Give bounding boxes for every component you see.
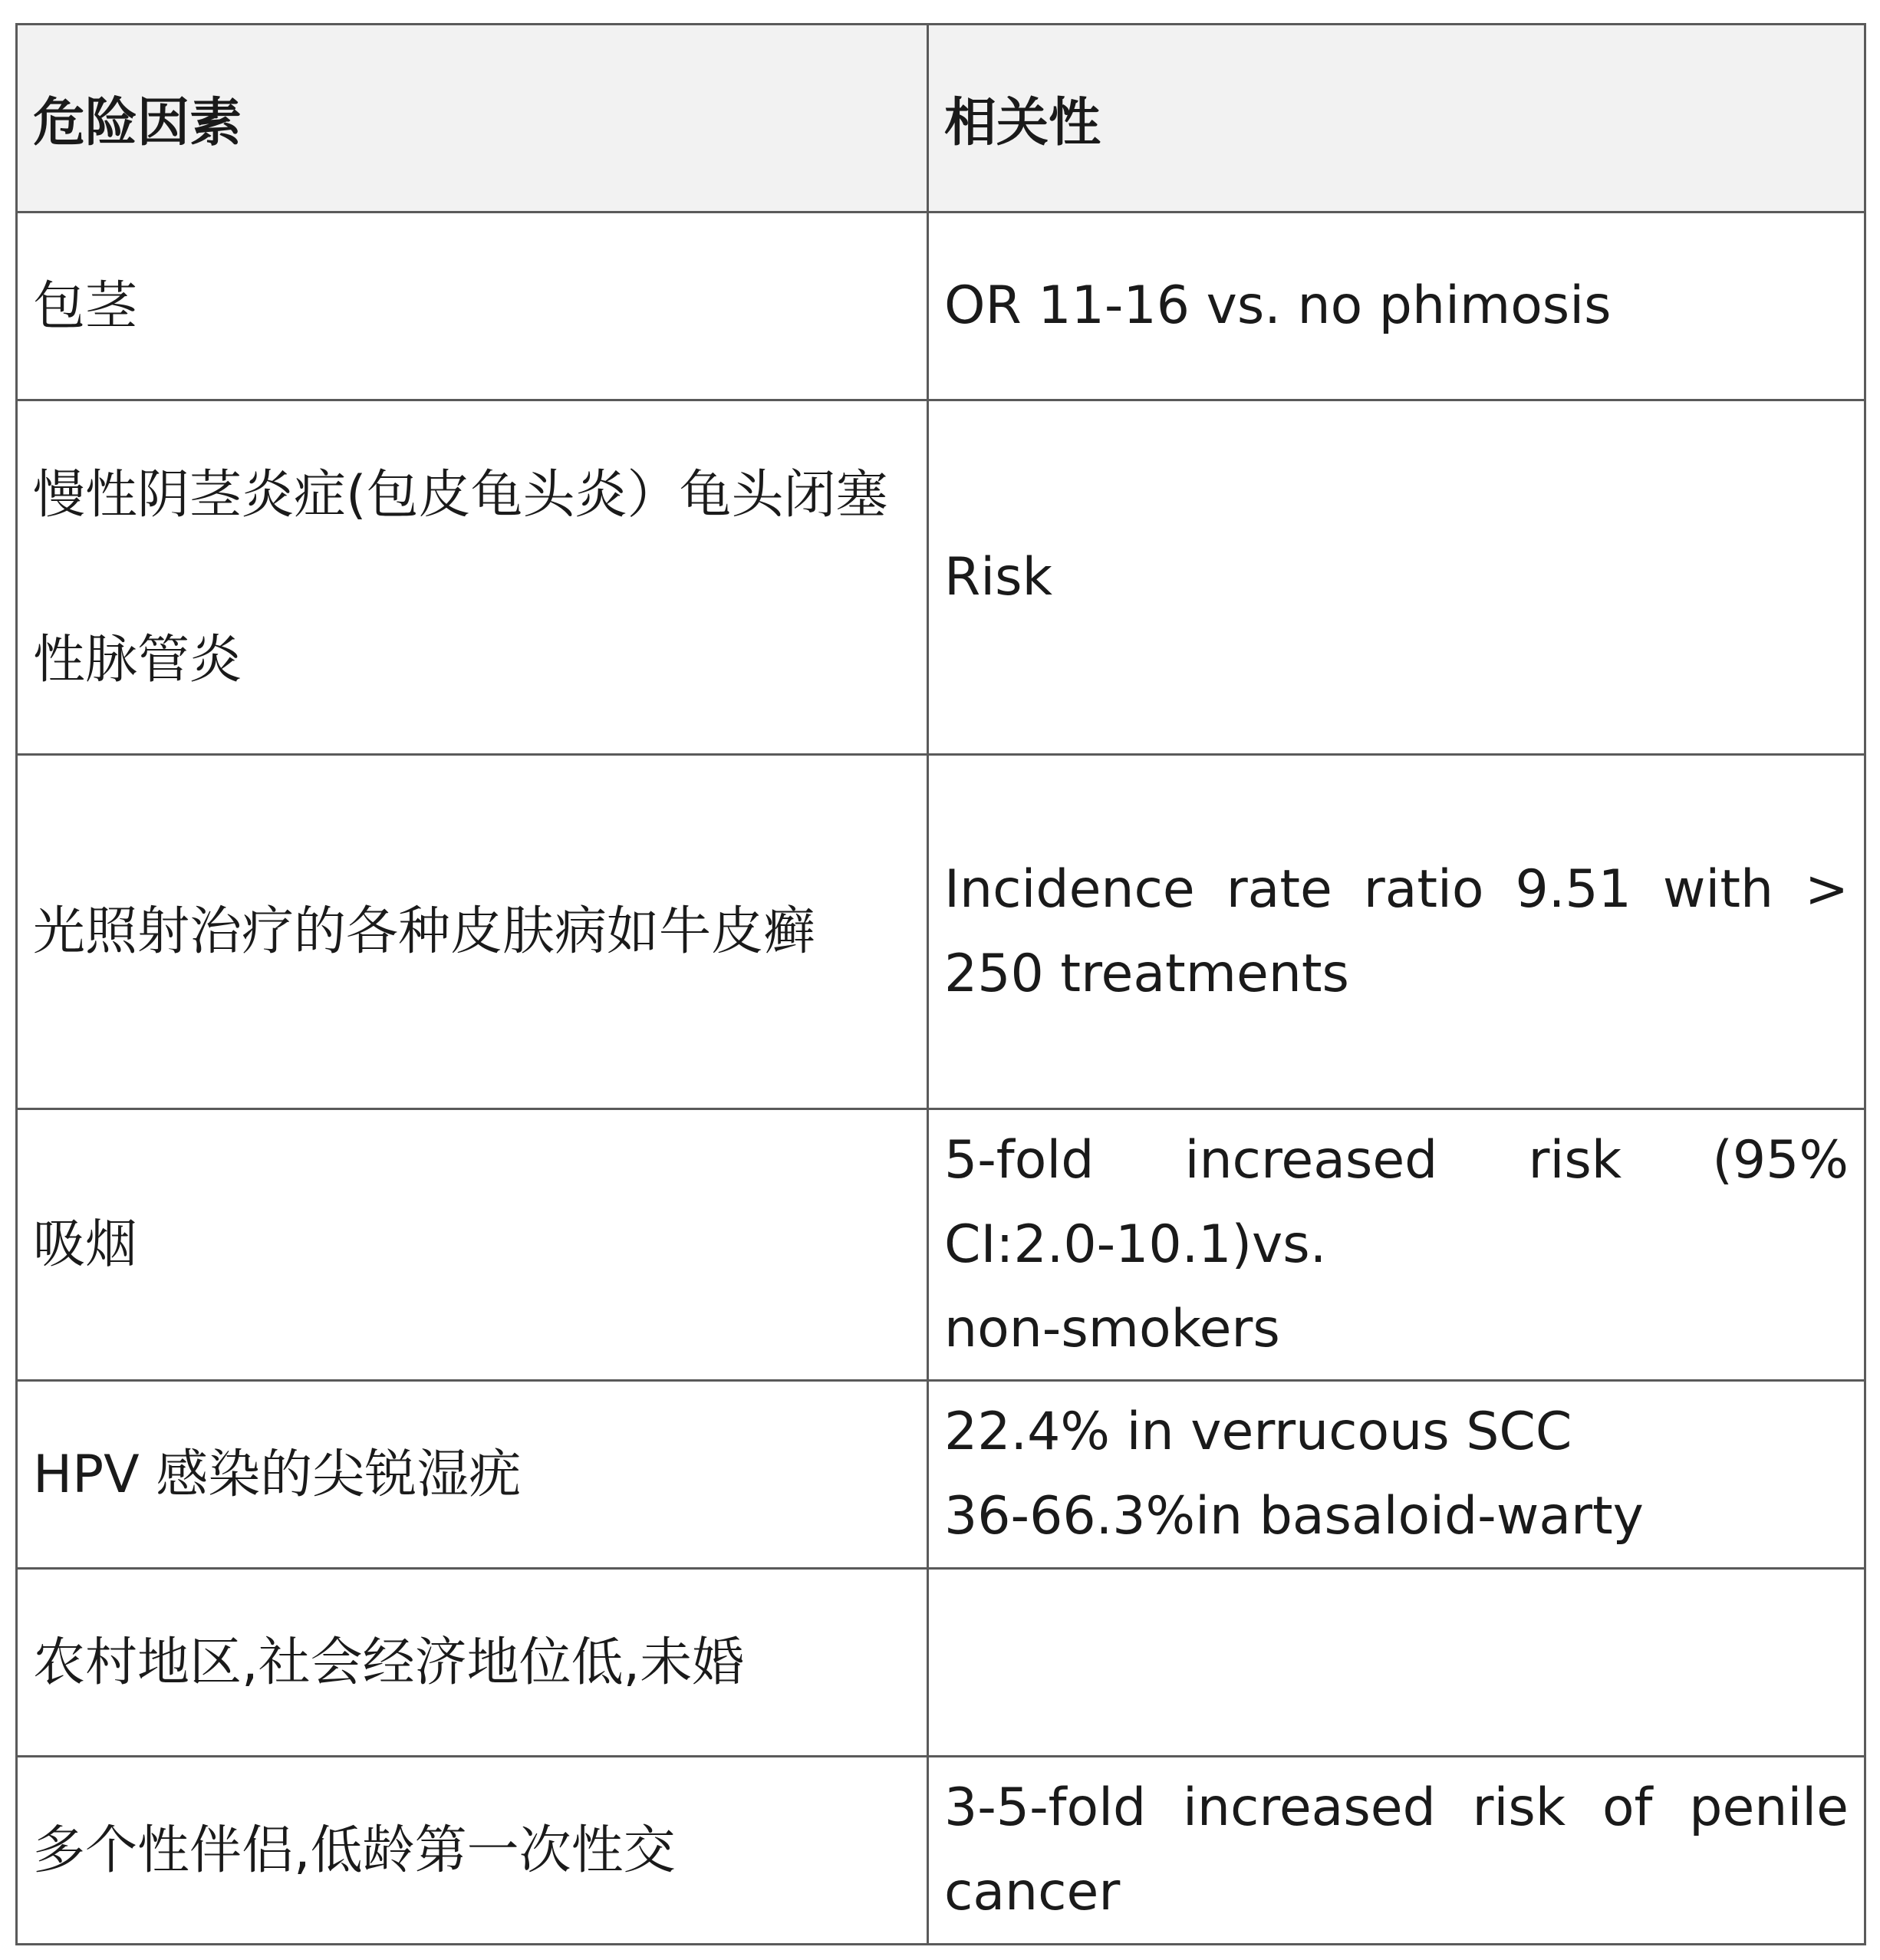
factor-cell: 光照射治疗的各种皮肤病如牛皮癣	[17, 755, 928, 1109]
relevance-cell: Risk	[928, 400, 1865, 755]
table-row	[17, 1757, 1865, 1945]
relevance-cell	[928, 1569, 1865, 1757]
factor-cell: 包茎	[17, 212, 928, 400]
relevance-cell: OR 11-16 vs. no phimosis	[928, 212, 1865, 400]
factor-cell: 农村地区,社会经济地位低,未婚	[17, 1569, 928, 1757]
risk-factor-table	[15, 23, 1866, 1945]
relevance-line: 22.4% in verrucous SCC	[944, 1402, 1572, 1462]
header-risk-factor: 危险因素	[17, 25, 928, 212]
factor-cell: HPV 感染的尖锐湿疣	[17, 1381, 928, 1569]
relevance-line: 3-5-fold increased risk of penile	[944, 1777, 1849, 1838]
table-row	[17, 1109, 1865, 1381]
relevance-line: 5-fold increased risk (95%	[944, 1129, 1849, 1191]
relevance-cell	[928, 1381, 1865, 1569]
relevance-line: cancer	[944, 1862, 1121, 1922]
relevance-line: 36-66.3%in basaloid-warty	[944, 1486, 1644, 1547]
relevance-line: non-smokers	[944, 1298, 1280, 1359]
relevance-line: CI:2.0-10.1)vs.	[944, 1214, 1327, 1275]
table-row	[17, 1569, 1865, 1757]
relevance-line: Incidence rate ratio 9.51 with >	[944, 858, 1849, 920]
header-relevance: 相关性	[928, 25, 1865, 212]
relevance-cell	[928, 1109, 1865, 1381]
relevance-cell	[928, 1757, 1865, 1945]
factor-cell: 慢性阴茎炎症(包皮龟头炎）龟头闭塞性脉管炎	[17, 400, 928, 755]
table-row	[17, 212, 1865, 400]
factor-cell: 吸烟	[17, 1109, 928, 1381]
relevance-cell	[928, 755, 1865, 1109]
table-row	[17, 400, 1865, 755]
factor-cell: 多个性伴侣,低龄第一次性交	[17, 1757, 928, 1945]
table-row	[17, 755, 1865, 1109]
table-row	[17, 1381, 1865, 1569]
table-header-row	[17, 25, 1865, 212]
relevance-line: 250 treatments	[944, 943, 1349, 1004]
